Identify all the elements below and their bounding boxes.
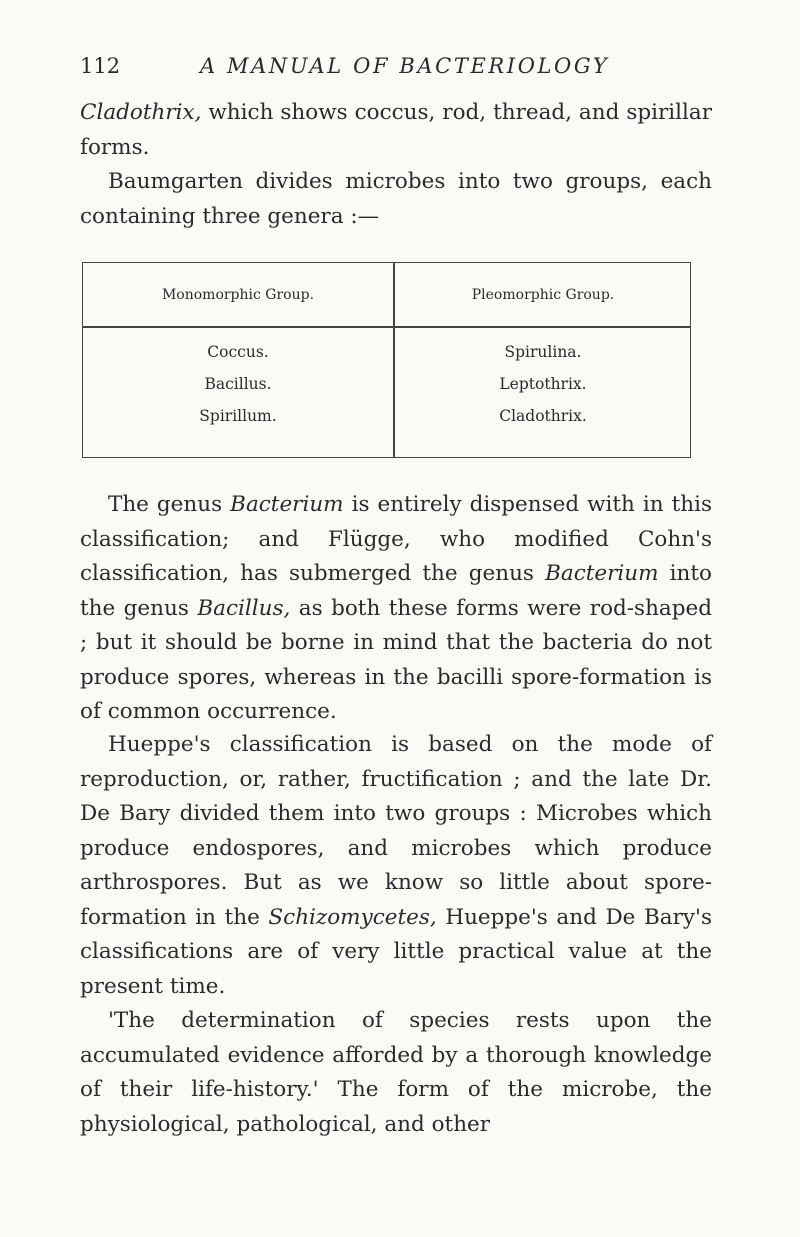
text-run: as both these forms were rod-shaped ; but it should be borne in mind that the bacteria do not produce spores, whereas in the bacilli spore-formation is of common occurrence. bbox=[80, 595, 712, 724]
page-header bbox=[80, 46, 720, 86]
paragraph-hueppe bbox=[80, 728, 712, 1004]
text-run: The genus bbox=[108, 492, 231, 517]
text-run: into the genus bbox=[80, 561, 712, 621]
italic-term: Bacillus, bbox=[197, 595, 291, 621]
table-header-pleomorphic: Pleomorphic Group. bbox=[471, 287, 615, 303]
table-cell: Spirillum. bbox=[199, 407, 277, 425]
paragraph-bacterium bbox=[80, 488, 712, 730]
text-run: is entirely dispensed with in this classification; and Flügge, who modified Cohn's classification, has submerged the genus bbox=[80, 492, 713, 586]
table-cell: Bacillus. bbox=[204, 375, 272, 393]
italic-term: Schizomycetes, bbox=[268, 904, 437, 930]
classification-table bbox=[82, 262, 691, 458]
table-header-monomorphic: Monomorphic Group. bbox=[161, 287, 315, 303]
table-cell: Spirulina. bbox=[504, 343, 582, 361]
text-run: Hueppe's classification is based on the mode of reproduction, or, rather, fructification ; and the late Dr. De Bary divided them into two groups : Microbes which produce endospores, and microbes which produce arthrospores. But as we know so little about spore-formation in the bbox=[80, 732, 712, 930]
italic-term: Bacterium bbox=[230, 492, 344, 517]
table-header-divider bbox=[83, 326, 690, 328]
text-run: which shows coccus, rod, thread, and spirillar forms. bbox=[80, 100, 712, 160]
table-cell: Cladothrix. bbox=[499, 407, 587, 425]
paragraph-determination: 'The determination of species rests upon the accumulated evidence afforded by a thorough knowledge of their life-history.' The form of the microbe, the physiological, pathological, and other bbox=[80, 1008, 712, 1137]
table-cell: Coccus. bbox=[207, 343, 269, 361]
italic-term: Bacterium bbox=[545, 561, 659, 586]
running-title: A MANUAL OF BACTERIOLOGY bbox=[200, 54, 610, 78]
paragraph-baumgarten: Baumgarten divides microbes into two groups, each containing three genera :— bbox=[80, 169, 712, 229]
page-number: 112 bbox=[80, 54, 121, 78]
paragraph-cladothrix bbox=[80, 96, 712, 165]
text-run: Hueppe's and De Bary's classifications are of very little practical value at the present time. bbox=[80, 904, 712, 999]
italic-term: Cladothrix, bbox=[80, 100, 202, 125]
table-cell: Leptothrix. bbox=[499, 375, 587, 393]
